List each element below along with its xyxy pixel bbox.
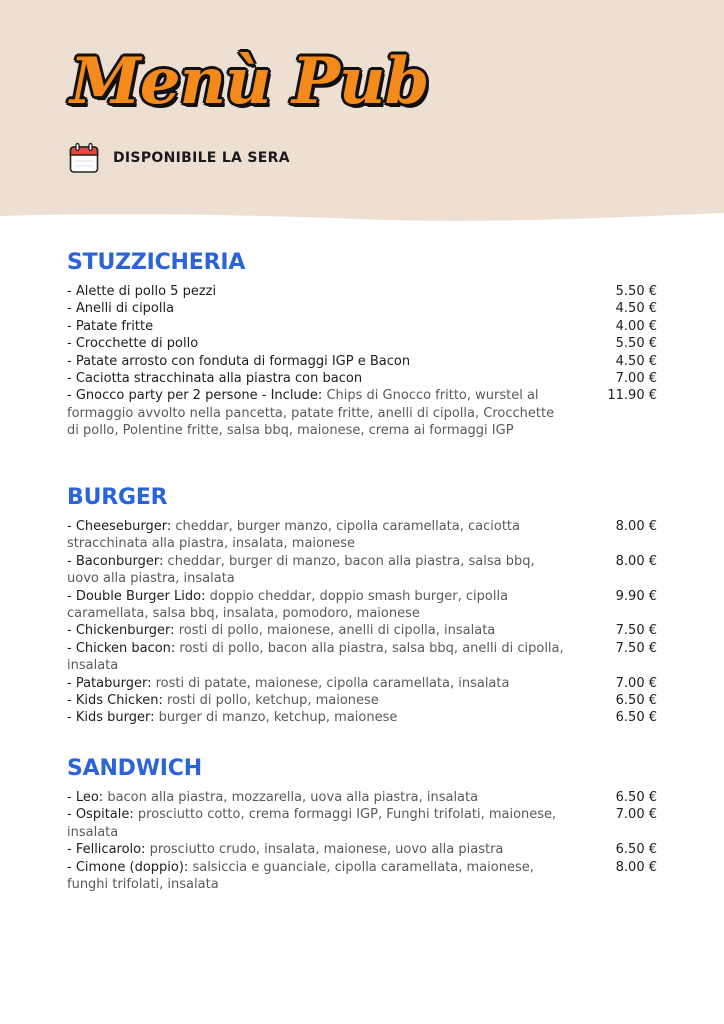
item-description: prosciutto crudo, insalata, maionese, uovo alla piastra bbox=[149, 842, 504, 858]
item-name: - Double Burger Lido: bbox=[67, 588, 206, 604]
menu-item bbox=[67, 300, 657, 317]
item-name: - Kids burger: bbox=[67, 710, 155, 726]
page-title: Menù Pub bbox=[70, 44, 429, 119]
item-name: - Baconburger: bbox=[67, 553, 164, 569]
section-title: BURGER bbox=[67, 485, 168, 510]
item-description: Chips di Gnocco fritto, wurstel al formaggio avvolto nella pancetta, patate fritte, anelli di cipolla, Crocchette di pollo, Polentine fritte, salsa bbq, maionese, crema ai formaggi IGP bbox=[67, 388, 555, 439]
item-description: cheddar, burger di manzo, bacon alla piastra, salsa bbq, uovo alla piastra, insalata bbox=[67, 553, 535, 587]
menu-item bbox=[67, 283, 657, 300]
section-title: SANDWICH bbox=[67, 756, 202, 781]
item-price: 7.00 € bbox=[615, 807, 657, 823]
menu-item bbox=[67, 370, 657, 387]
menu-item bbox=[67, 675, 657, 692]
menu-item bbox=[67, 640, 657, 675]
item-price: 7.00 € bbox=[615, 675, 657, 691]
menu-item bbox=[67, 709, 657, 726]
menu-item bbox=[67, 553, 657, 588]
item-price: 6.50 € bbox=[615, 842, 657, 858]
section-title: STUZZICHERIA bbox=[67, 250, 246, 275]
item-price: 9.90 € bbox=[615, 588, 657, 604]
item-name: - Fellicarolo: bbox=[67, 842, 146, 858]
section-stuzzicheria bbox=[67, 249, 657, 440]
item-name: - Cheeseburger: bbox=[67, 519, 172, 534]
menu-item bbox=[67, 588, 657, 623]
menu-list bbox=[67, 518, 657, 727]
calendar-icon bbox=[68, 142, 100, 174]
item-description: doppio cheddar, doppio smash burger, cipolla caramellata, salsa bbq, insalata, pomodoro, maionese bbox=[67, 588, 509, 622]
item-price: 11.90 € bbox=[607, 388, 657, 404]
menu-list bbox=[67, 789, 657, 893]
item-price: 6.50 € bbox=[615, 790, 657, 805]
item-price: 6.50 € bbox=[615, 710, 657, 726]
item-description: bacon alla piastra, mozzarella, uova alla piastra, insalata bbox=[107, 790, 479, 805]
item-name: - Alette di pollo 5 pezzi bbox=[67, 284, 217, 299]
item-price: 4.50 € bbox=[615, 301, 657, 317]
item-price: 8.00 € bbox=[615, 859, 657, 875]
menu-list bbox=[67, 283, 657, 440]
menu-item bbox=[67, 806, 657, 841]
menu-item bbox=[67, 789, 657, 806]
item-price: 7.50 € bbox=[615, 640, 657, 656]
item-name: - Kids Chicken: bbox=[67, 693, 163, 709]
item-name: - Crocchette di pollo bbox=[67, 336, 199, 352]
menu-item bbox=[67, 692, 657, 709]
item-price: 4.50 € bbox=[615, 353, 657, 369]
item-name: - Caciotta stracchinata alla piastra con bacon bbox=[67, 371, 363, 387]
item-price: 5.50 € bbox=[615, 284, 657, 299]
section-sandwich bbox=[67, 755, 657, 893]
item-name: - Patate arrosto con fonduta di formaggi IGP e Bacon bbox=[67, 353, 411, 369]
item-price: 4.00 € bbox=[615, 318, 657, 334]
item-description: rosti di pollo, bacon alla piastra, salsa bbq, anelli di cipolla, insalata bbox=[67, 640, 564, 674]
item-description: rosti di patate, maionese, cipolla caramellata, insalata bbox=[155, 675, 510, 691]
item-name: - Ospitale: bbox=[67, 807, 134, 823]
section-burger bbox=[67, 484, 657, 727]
item-name: - Chicken bacon: bbox=[67, 640, 176, 656]
menu-item bbox=[67, 622, 657, 639]
item-price: 5.50 € bbox=[615, 336, 657, 352]
menu-item bbox=[67, 353, 657, 370]
item-price: 6.50 € bbox=[615, 693, 657, 709]
subtitle: DISPONIBILE LA SERA bbox=[113, 150, 290, 166]
item-name: - Leo: bbox=[67, 790, 104, 805]
item-name: - Chickenburger: bbox=[67, 623, 175, 639]
menu-item bbox=[67, 841, 657, 858]
item-description: cheddar, burger manzo, cipolla caramellata, caciotta stracchinata alla piastra, insalata, maionese bbox=[67, 519, 520, 552]
item-description: rosti di pollo, ketchup, maionese bbox=[167, 693, 379, 709]
item-price: 8.00 € bbox=[615, 519, 657, 534]
item-name: - Cimone (doppio): bbox=[67, 859, 189, 875]
item-description: prosciutto cotto, crema formaggi IGP, Funghi trifolati, maionese, insalata bbox=[67, 807, 557, 840]
item-name: - Patate fritte bbox=[67, 318, 154, 334]
item-description: salsiccia e guanciale, cipolla caramellata, maionese, funghi trifolati, insalata bbox=[67, 859, 534, 893]
item-name: - Anelli di cipolla bbox=[67, 301, 175, 317]
menu-item bbox=[67, 318, 657, 335]
menu-item bbox=[67, 518, 657, 553]
item-name: - Gnocco party per 2 persone - Include: bbox=[67, 388, 323, 404]
item-name: - Pataburger: bbox=[67, 675, 152, 691]
menu-item bbox=[67, 859, 657, 894]
item-description: burger di manzo, ketchup, maionese bbox=[158, 710, 398, 726]
item-description: rosti di pollo, maionese, anelli di cipolla, insalata bbox=[178, 623, 496, 639]
item-price: 8.00 € bbox=[615, 553, 657, 569]
availability-note bbox=[68, 142, 290, 174]
item-price: 7.50 € bbox=[615, 623, 657, 639]
menu-item bbox=[67, 387, 657, 439]
item-price: 7.00 € bbox=[615, 371, 657, 387]
menu-item bbox=[67, 335, 657, 352]
